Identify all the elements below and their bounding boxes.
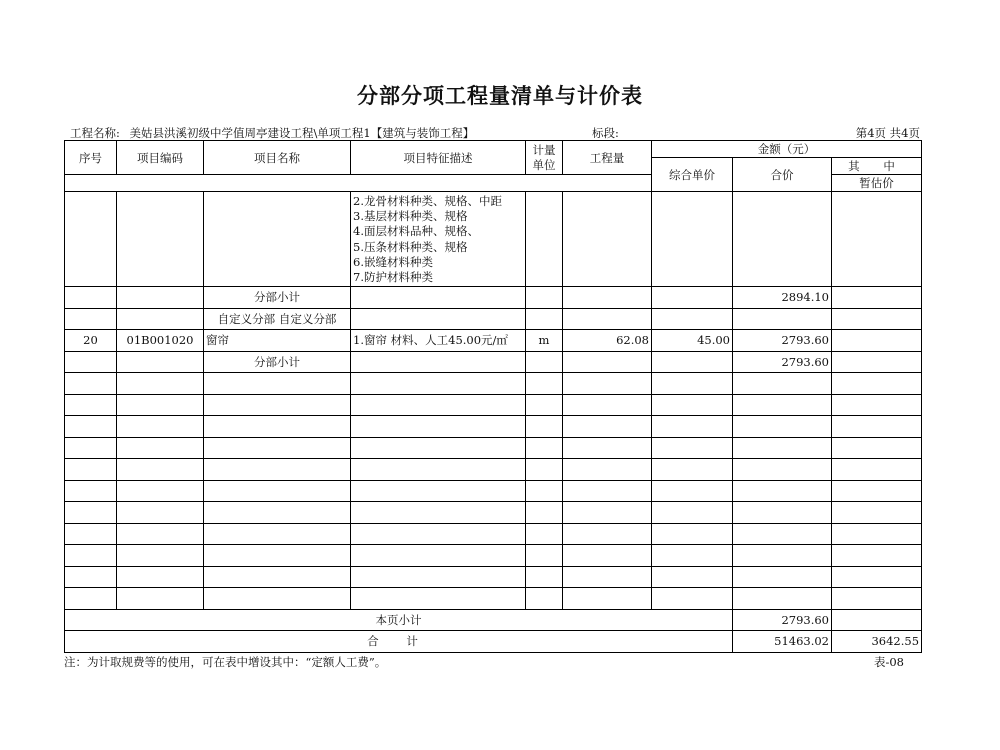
- subtotal-row: [65, 287, 922, 309]
- project-name: 美姑县洪溪初级中学值周亭建设工程\单项工程1【建筑与装饰工程】: [129, 126, 475, 140]
- subtotal-label: 分部小计: [204, 351, 351, 373]
- item-total: 2793.60: [733, 330, 832, 352]
- header-seq: 序号: [65, 141, 117, 175]
- header-qty: 工程量: [563, 141, 652, 175]
- footer-note: 注：为计取规费等的使用，可在表中增设其中：“定额人工费”。: [64, 655, 387, 669]
- item-qty: 62.08: [563, 330, 652, 352]
- item-unit: m: [526, 330, 563, 352]
- form-number: 表-08: [873, 655, 904, 669]
- table-row: [65, 192, 922, 287]
- cell-empty: [563, 192, 652, 287]
- header-code: 项目编码: [117, 141, 204, 175]
- grand-total-provisional: 3642.55: [832, 631, 922, 653]
- project-name-line: [70, 125, 474, 141]
- item-seq: 20: [65, 330, 117, 352]
- page-subtotal-row: [65, 609, 922, 631]
- cell-empty: [204, 192, 351, 287]
- grand-total-label: 合 计: [65, 631, 733, 653]
- continuation-desc: [351, 192, 526, 287]
- page-subtotal-total: 2793.60: [733, 609, 832, 631]
- empty-row: [65, 545, 922, 567]
- header-total: 合价: [733, 158, 832, 192]
- project-label: 工程名称:: [70, 126, 120, 140]
- empty-row: [65, 437, 922, 459]
- cell-empty: [526, 192, 563, 287]
- empty-row: [65, 588, 922, 610]
- grand-total-row: [65, 631, 922, 653]
- desc-line: 7.防护材料种类: [353, 270, 433, 285]
- header-name: 项目名称: [204, 141, 351, 175]
- subtotal-label: 分部小计: [204, 287, 351, 309]
- empty-row: [65, 394, 922, 416]
- empty-row: [65, 416, 922, 438]
- header-unit-line1: 计量: [532, 142, 556, 157]
- custom-section-row: [65, 308, 922, 330]
- header-unit-price: 综合单价: [652, 158, 733, 192]
- header-unit: [526, 141, 563, 175]
- empty-row: [65, 566, 922, 588]
- empty-row: [65, 480, 922, 502]
- header-provisional: 暂估价: [832, 175, 922, 192]
- cell-empty: [832, 192, 922, 287]
- page-info: 第4页 共4页: [855, 126, 920, 140]
- item-row: [65, 330, 922, 352]
- header-unit-line2: 单位: [532, 157, 556, 172]
- subtotal-total: 2894.10: [733, 287, 832, 309]
- empty-row: [65, 459, 922, 481]
- section-label: 标段:: [592, 126, 619, 140]
- desc-line: 2.龙骨材料种类、规格、中距: [353, 194, 502, 208]
- desc-line: 6.嵌缝材料种类: [353, 254, 433, 269]
- item-code: 01B001020: [117, 330, 204, 352]
- desc-line: 5.压条材料种类、规格: [353, 239, 468, 254]
- header-row-top: [65, 141, 922, 158]
- cell-empty: [117, 192, 204, 287]
- subtotal-row: [65, 351, 922, 373]
- header-amount: 金额（元）: [652, 141, 922, 158]
- header-of-which: 其 中: [832, 158, 922, 175]
- empty-row: [65, 373, 922, 395]
- cell-empty: [652, 192, 733, 287]
- subtotal-total: 2793.60: [733, 351, 832, 373]
- item-name: 窗帘: [204, 330, 351, 352]
- empty-row: [65, 523, 922, 545]
- page-subtotal-label: 本页小计: [65, 609, 733, 631]
- grand-total-total: 51463.02: [733, 631, 832, 653]
- custom-section-label: 自定义分部 自定义分部: [204, 308, 351, 330]
- cell-empty: [65, 192, 117, 287]
- item-desc: 1.窗帘 材料、人工45.00元/㎡: [351, 330, 526, 352]
- pricing-table: [64, 140, 922, 653]
- header-desc: 项目特征描述: [351, 141, 526, 175]
- page-title: 分部分项工程量清单与计价表: [357, 83, 643, 108]
- header-spacer: [65, 175, 652, 192]
- empty-row: [65, 502, 922, 524]
- desc-line: 3.基层材料种类、规格: [353, 209, 468, 224]
- cell-empty: [733, 192, 832, 287]
- item-unit-price: 45.00: [652, 330, 733, 352]
- desc-line: 4.面层材料品种、规格、: [353, 224, 479, 239]
